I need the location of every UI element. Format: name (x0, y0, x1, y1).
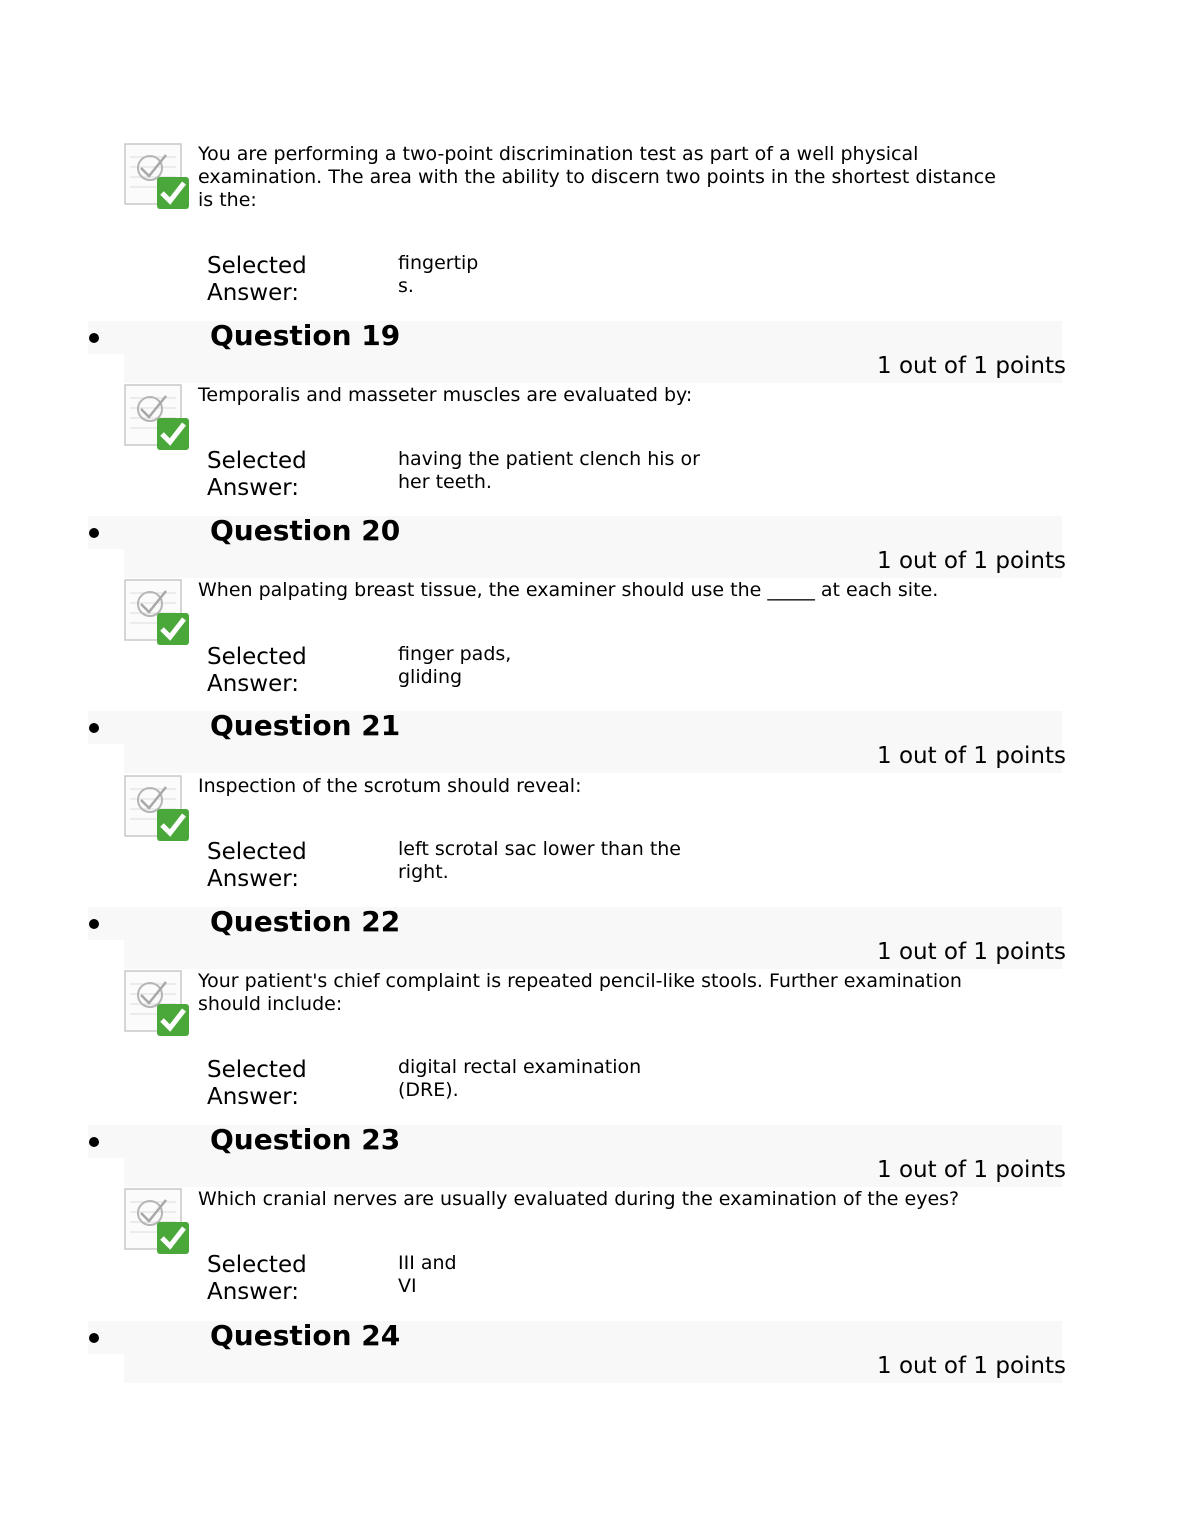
question-points: 1 out of 1 points (877, 939, 1066, 965)
question-text: Your patient's chief complaint is repeated pencil-like stools. Further examination should include: (198, 970, 962, 1015)
selected-answer-value: digital rectal examination (DRE). (398, 1056, 642, 1101)
list-bullet (89, 1137, 99, 1147)
question-24-header (0, 1321, 1190, 1383)
list-bullet (89, 333, 99, 343)
selected-answer-value: finger pads, gliding (398, 643, 512, 688)
question-title: Question 19 (210, 319, 401, 352)
list-bullet (89, 723, 99, 733)
question-21-header (0, 711, 1190, 773)
question-title: Question 20 (210, 514, 401, 547)
correct-check-icon (124, 384, 190, 452)
question-title: Question 23 (210, 1123, 401, 1156)
question-text: You are performing a two-point discrimination test as part of a well physical examination. The area with the ability to discern two points in the shortest distance is the: (198, 143, 996, 211)
selected-answer-value: having the patient clench his or her teeth. (398, 448, 700, 493)
selected-answer-label: Selected Answer: (207, 1252, 307, 1305)
question-text: When palpating breast tissue, the examiner should use the _____ at each site. (198, 579, 939, 601)
question-20-header (0, 516, 1190, 578)
question-points: 1 out of 1 points (877, 548, 1066, 574)
correct-check-icon (124, 775, 190, 843)
question-text: Which cranial nerves are usually evaluated during the examination of the eyes? (198, 1188, 960, 1210)
question-points: 1 out of 1 points (877, 353, 1066, 379)
correct-check-icon (124, 143, 190, 211)
question-19-header (0, 321, 1190, 383)
question-text: Temporalis and masseter muscles are evaluated by: (198, 384, 693, 406)
selected-answer-label: Selected Answer: (207, 1057, 307, 1110)
list-bullet (89, 528, 99, 538)
selected-answer-value: III and VI (398, 1252, 457, 1297)
question-points: 1 out of 1 points (877, 743, 1066, 769)
question-title: Question 22 (210, 905, 401, 938)
selected-answer-label: Selected Answer: (207, 644, 307, 697)
question-points: 1 out of 1 points (877, 1353, 1066, 1379)
question-text: Inspection of the scrotum should reveal: (198, 775, 582, 797)
question-title: Question 24 (210, 1319, 401, 1352)
selected-answer-label: Selected Answer: (207, 253, 307, 306)
selected-answer-value: fingertip s. (398, 252, 479, 297)
selected-answer-label: Selected Answer: (207, 448, 307, 501)
question-points: 1 out of 1 points (877, 1157, 1066, 1183)
question-23-header (0, 1125, 1190, 1187)
list-bullet (89, 919, 99, 929)
correct-check-icon (124, 1188, 190, 1256)
list-bullet (89, 1333, 99, 1343)
correct-check-icon (124, 579, 190, 647)
correct-check-icon (124, 970, 190, 1038)
question-title: Question 21 (210, 709, 401, 742)
selected-answer-label: Selected Answer: (207, 839, 307, 892)
question-22-header (0, 907, 1190, 969)
selected-answer-value: left scrotal sac lower than the right. (398, 838, 681, 883)
